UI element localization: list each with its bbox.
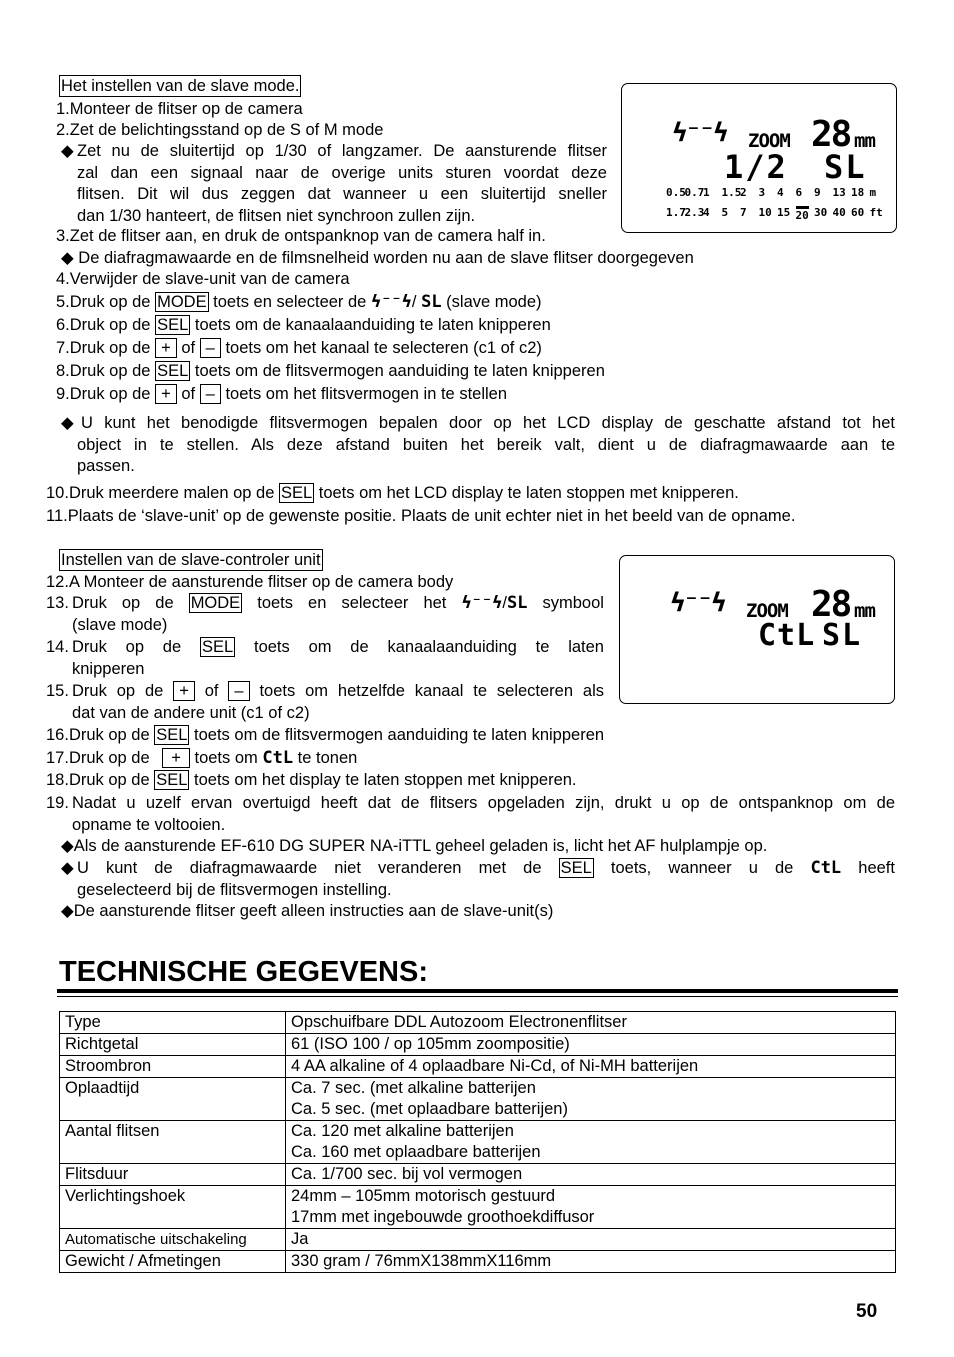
table-row xyxy=(60,1186,896,1229)
power-value: CtL xyxy=(758,618,816,653)
minus-key: – xyxy=(200,338,221,358)
spec-label: Automatische uitschakeling xyxy=(60,1229,286,1251)
step-15-number: 15. xyxy=(46,682,69,700)
step-1: 1.Monteer de flitser op de camera xyxy=(56,100,303,118)
step-3: 3.Zet de flitser aan, en druk de ontspanknop van de camera half in. xyxy=(56,227,546,245)
page-number: 50 xyxy=(856,1301,878,1322)
bullet-aperture: ◆ De diafragmawaarde en de filmsnelheid worden nu aan de slave flitser doorgegeven xyxy=(61,249,694,267)
step-6: 6.Druk op de SEL toets om de kanaalaanduiding te laten knipperen xyxy=(56,316,551,334)
spec-label: Verlichtingshoek xyxy=(60,1186,286,1229)
title-rule-thin xyxy=(57,996,898,997)
spec-label: Oplaadtijd xyxy=(60,1078,286,1121)
scale-tick-label: 0.7 xyxy=(684,186,705,199)
scale-tick-label: 6 xyxy=(795,186,803,199)
spec-label: Gewicht / Afmetingen xyxy=(60,1251,286,1273)
tech-table xyxy=(59,1011,896,1273)
step-4: 4.Verwijder de slave-unit van de camera xyxy=(56,270,350,288)
spec-value xyxy=(286,1229,896,1251)
step-14-number: 14. xyxy=(46,638,69,656)
scale-tick-label: 1.5 xyxy=(721,186,742,199)
step-5: 5.Druk op de MODE toets en selecteer de ϟ⁻⁻ϟ/ SL (slave mode) xyxy=(56,292,542,312)
scale-tick-label: 9 xyxy=(814,186,821,199)
mm-unit: mm xyxy=(854,130,875,152)
sel-key: SEL xyxy=(156,771,188,789)
spec-value-line: 4 AA alkaline of 4 oplaadbare Ni-Cd, of Ni-MH batterijen xyxy=(291,1057,699,1075)
scale-tick-label: 5 xyxy=(721,206,729,219)
bullet-diamond-icon: ◆ xyxy=(61,902,74,920)
scale-tick-label: 20 xyxy=(796,206,809,222)
spec-label: Flitsduur xyxy=(60,1164,286,1186)
step-16: 16.Druk op de SEL toets om de flitsvermogen aanduiding te laten knipperen xyxy=(46,726,605,744)
spec-value-line: 330 gram / 76mmX138mmX116mm xyxy=(291,1252,552,1270)
table-row xyxy=(60,1229,896,1251)
mode-key: MODE xyxy=(157,293,207,311)
lcd-display-slave xyxy=(621,83,897,233)
scale-tick-label: m xyxy=(869,186,877,199)
bullet-diamond-icon: ◆ xyxy=(61,837,74,855)
step-14: Druk op de SEL toets om de kanaalaanduiding te laten knipperen xyxy=(72,638,604,678)
table-row xyxy=(60,1056,896,1078)
slave-flash-icon: ϟ⁻⁻ϟ xyxy=(461,593,503,613)
scale-tick-label: 30 xyxy=(814,206,828,219)
power-value: 1/2 xyxy=(724,148,788,186)
bullet-lcd-distance: U kunt het benodigde flitsvermogen bepalen door op het LCD display de geschatte afstand tot het object in te stellen. Als deze afstand buiten het bereik valt, dient u de diafragmawaarde aan te passen. xyxy=(77,414,895,475)
scale-tick-label: 1.7 xyxy=(666,206,686,219)
scale-tick-label: 3 xyxy=(758,186,766,199)
sel-key: SEL xyxy=(157,316,189,334)
section-heading-slave-mode: Het instellen van de slave mode. xyxy=(61,77,300,95)
sel-key: SEL xyxy=(201,638,234,656)
plus-key: + xyxy=(173,681,195,701)
mode-value: SL xyxy=(822,618,863,653)
plus-key: + xyxy=(162,748,190,768)
scale-tick-label: 7 xyxy=(740,206,747,219)
spec-value-line: Ca. 160 met oplaadbare batterijen xyxy=(291,1143,541,1161)
bullet-instructions: ◆De aansturende flitser geeft alleen instructies aan de slave-unit(s) xyxy=(61,902,554,920)
scale-tick-label: 0.5 xyxy=(666,186,686,199)
table-row xyxy=(60,1164,896,1186)
bullet-diamond-icon: ◆ xyxy=(61,414,74,432)
plus-key: + xyxy=(155,384,177,404)
spec-value-line: Ca. 5 sec. (met oplaadbare batterijen) xyxy=(291,1100,568,1118)
spec-value-line: Ca. 120 met alkaline batterijen xyxy=(291,1122,514,1140)
slave-flash-icon: ϟ⁻⁻ϟ xyxy=(370,292,412,312)
bullet-shutter: Zet nu de sluitertijd op 1/30 of langzamer. De aansturende flitser zal dan een signaal naar de overige units sturen voordat deze flitsen. Dit wil dus zeggen dat wanneer u een sluitertijd sneller dan 1/30 hanteert, de flitsen niet synchroon zullen zijn. xyxy=(77,142,607,225)
bullet-diamond-icon: ◆ xyxy=(61,249,74,267)
spec-label: Type xyxy=(60,1012,286,1034)
zoom-label: ZOOM xyxy=(746,600,788,622)
table-row xyxy=(60,1012,896,1034)
spec-value-line: 17mm met ingebouwde groothoekdiffusor xyxy=(291,1208,595,1226)
bullet-aperture-ctl: U kunt de diafragmawaarde niet veranderen met de SEL toets, wanneer u de CtL heeft geselecteerd bij de flitsvermogen instelling. xyxy=(77,858,895,899)
bullet-diamond-icon: ◆ xyxy=(61,859,74,877)
spec-label: Stroombron xyxy=(60,1056,286,1078)
sel-key: SEL xyxy=(157,362,189,380)
mode-value: SL xyxy=(824,148,867,186)
scale-tick-label: 4 xyxy=(703,206,710,219)
minus-key: – xyxy=(200,384,221,404)
scale-tick-label: 10 xyxy=(758,206,772,219)
mm-unit: mm xyxy=(854,600,875,622)
spec-value xyxy=(286,1251,896,1273)
spec-label: Aantal flitsen xyxy=(60,1121,286,1164)
step-10: 10.Druk meerdere malen op de SEL toets om het LCD display te laten stoppen met knipperen. xyxy=(46,484,739,502)
step-11: 11.Plaats de ‘slave-unit’ op de gewenste positie. Plaats de unit echter niet in het beeld van de opname. xyxy=(46,507,796,525)
spec-value xyxy=(286,1121,896,1164)
tech-title: TECHNISCHE GEGEVENS: xyxy=(59,956,428,988)
scale-tick-label: 1 xyxy=(703,186,710,199)
scale-tick-label: 2.3 xyxy=(684,206,705,219)
step-18: 18.Druk op de SEL toets om het display te laten stoppen met knipperen. xyxy=(46,771,577,789)
scale-tick-label: 13 xyxy=(832,186,846,199)
step-19-number: 19. xyxy=(46,794,69,812)
sl-symbol: SL xyxy=(421,292,442,312)
scale-tick-label: 4 xyxy=(777,186,784,199)
zoom-value: 28 xyxy=(811,114,851,155)
spec-value-line: Opschuifbare DDL Autozoom Electronenflitser xyxy=(291,1013,627,1031)
scale-tick-label: ft xyxy=(869,206,883,219)
spec-value-line: Ca. 1/700 sec. bij vol vermogen xyxy=(291,1165,523,1183)
spec-value-line: Ca. 7 sec. (met alkaline batterijen xyxy=(291,1079,536,1097)
spec-value xyxy=(286,1164,896,1186)
table-row xyxy=(60,1034,896,1056)
sel-key: SEL xyxy=(280,484,313,502)
step-8: 8.Druk op de SEL toets om de flitsvermogen aanduiding te laten knipperen xyxy=(56,362,605,380)
spec-value-line: Ja xyxy=(291,1230,309,1248)
step-9: 9.Druk op de + of – toets om het flitsvermogen in te stellen xyxy=(56,385,508,403)
spec-value xyxy=(286,1078,896,1121)
bullet-diamond-icon: ◆ xyxy=(61,142,74,160)
spec-value-line: 61 (ISO 100 / op 105mm zoompositie) xyxy=(291,1035,570,1053)
zoom-label: ZOOM xyxy=(748,130,790,152)
plus-key: + xyxy=(155,338,177,358)
minus-key: – xyxy=(228,681,249,701)
bullet-af-lamp: ◆Als de aansturende EF-610 DG SUPER NA-iTTL geheel geladen is, licht het AF hulplampje op. xyxy=(61,837,768,855)
mode-key: MODE xyxy=(190,594,241,612)
spec-value xyxy=(286,1012,896,1034)
step-13-number: 13. xyxy=(46,594,69,612)
spec-value xyxy=(286,1056,896,1078)
spec-value xyxy=(286,1034,896,1056)
table-row xyxy=(60,1121,896,1164)
zoom-value: 28 xyxy=(811,584,851,625)
scale-tick-label: 18 xyxy=(851,186,865,199)
title-rule-thick xyxy=(57,989,898,993)
sl-symbol: SL xyxy=(506,593,528,613)
sel-key: SEL xyxy=(560,859,592,877)
step-2: 2.Zet de belichtingsstand op de S of M mode xyxy=(56,121,384,139)
spec-value-line: 24mm – 105mm motorisch gestuurd xyxy=(291,1187,556,1205)
scale-tick-label: 2 xyxy=(740,186,747,199)
step-7: 7.Druk op de + of – toets om het kanaal te selecteren (c1 of c2) xyxy=(56,339,542,357)
sel-key: SEL xyxy=(156,726,188,744)
table-row xyxy=(60,1078,896,1121)
scale-tick-label: 40 xyxy=(832,206,846,219)
ctl-symbol: CtL xyxy=(810,858,842,878)
scale-tick-label: 15 xyxy=(777,206,791,219)
step-13: Druk op de MODE toets en selecteer het ϟ⁻⁻ϟ/SL symbool (slave mode) xyxy=(72,593,604,634)
spec-value xyxy=(286,1186,896,1229)
slave-flash-icon: ϟ⁻⁻ϟ xyxy=(672,118,727,148)
spec-label: Richtgetal xyxy=(60,1034,286,1056)
section-heading-controller: Instellen van de slave-controler unit xyxy=(61,551,321,569)
slave-flash-icon: ϟ⁻⁻ϟ xyxy=(670,588,725,618)
scale-tick-label: 60 xyxy=(851,206,865,219)
table-row xyxy=(60,1251,896,1273)
step-17: 17.Druk op de + toets om CtL te tonen xyxy=(46,748,358,768)
feet-scale xyxy=(666,206,888,222)
lcd-display-controller xyxy=(619,555,895,704)
step-15: Druk op de + of – toets om hetzelfde kanaal te selecteren als dat van de andere unit (c1 of c2) xyxy=(72,682,605,722)
step-19: Nadat u uzelf ervan overtuigd heeft dat de flitsers opgeladen zijn, drukt u op de ontspanknop om de opname te voltooien. xyxy=(72,794,895,834)
ctl-symbol: CtL xyxy=(262,748,294,768)
step-12: 12.A Monteer de aansturende flitser op de camera body xyxy=(46,573,454,591)
meter-scale xyxy=(666,186,888,202)
